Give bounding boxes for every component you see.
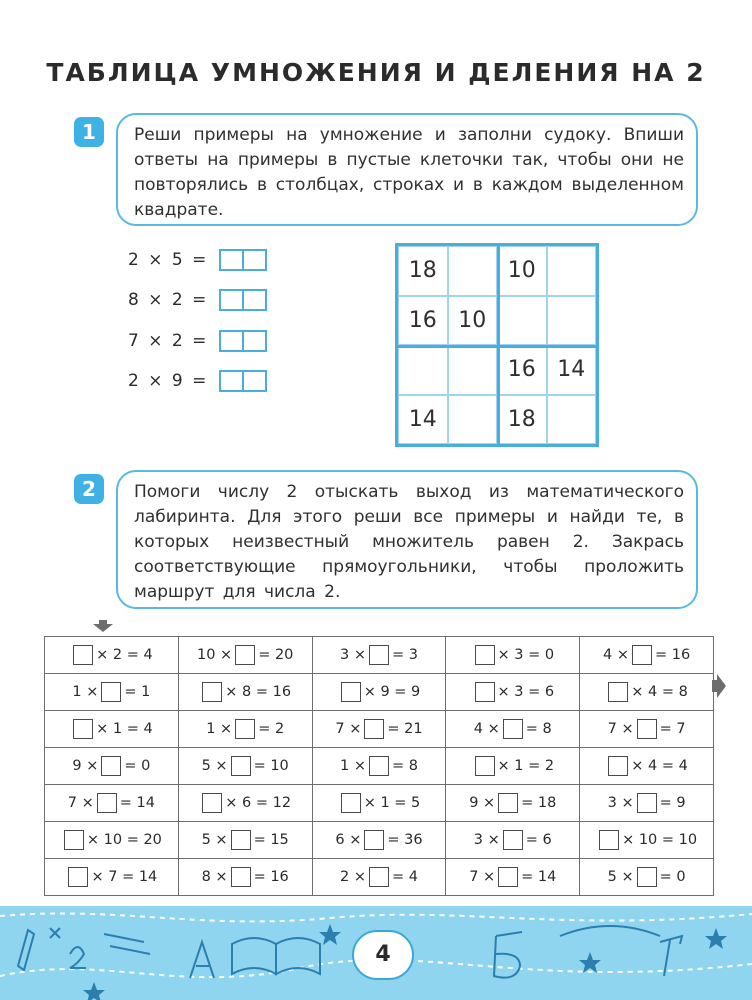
maze-cell-suffix: = 21	[387, 721, 423, 737]
unknown-factor-box[interactable]	[475, 645, 495, 665]
maze-cell[interactable]	[446, 822, 580, 859]
sudoku-cell[interactable]: 10	[448, 296, 498, 346]
maze-cell-suffix: × 7 = 14	[91, 869, 158, 885]
maze-cell-suffix: = 16	[253, 869, 289, 885]
unknown-factor-box[interactable]	[101, 756, 121, 776]
math-maze-table	[44, 636, 714, 896]
maze-row	[45, 822, 714, 859]
unknown-factor-box[interactable]	[475, 756, 495, 776]
maze-cell-suffix: = 2	[258, 721, 285, 737]
maze-cell-prefix: 2 ×	[340, 869, 366, 885]
maze-cell-prefix: 7 ×	[469, 869, 496, 885]
maze-cell[interactable]	[580, 822, 714, 859]
task-2-number-badge: 2	[74, 474, 104, 504]
maze-cell-suffix: × 10 = 10	[622, 832, 698, 848]
maze-cell-suffix: × 2 = 4	[96, 647, 153, 663]
unknown-factor-box[interactable]	[68, 867, 88, 887]
maze-cell-suffix: = 36	[387, 832, 423, 848]
task-2-instructions: Помоги числу 2 отыскать выход из математического лабиринта. Для этого реши все примеры и найди те, в которых неизвестный множитель равен 2. Закрась соответствующие прямоугольники, чтобы проложить маршрут для числа 2.	[116, 470, 698, 609]
answer-box-2[interactable]	[219, 289, 267, 311]
unknown-factor-box[interactable]	[475, 682, 495, 702]
unknown-factor-box[interactable]	[637, 719, 657, 739]
maze-exit-arrow-icon	[712, 671, 726, 701]
maze-cell-suffix: × 9 = 9	[363, 684, 421, 700]
example-expression: 2 × 5 =	[128, 250, 207, 270]
maze-cell[interactable]	[312, 637, 446, 674]
maze-cell[interactable]	[45, 859, 179, 896]
unknown-factor-box[interactable]	[369, 867, 389, 887]
maze-cell-suffix: = 8	[525, 721, 552, 737]
unknown-factor-box[interactable]	[608, 756, 628, 776]
maze-cell[interactable]	[580, 674, 714, 711]
maze-cell-suffix: = 1	[124, 684, 151, 700]
maze-cell-prefix: 4 ×	[473, 721, 500, 737]
maze-cell-suffix: × 4 = 8	[631, 684, 688, 700]
unknown-factor-box[interactable]	[637, 793, 657, 813]
unknown-factor-box[interactable]	[341, 793, 361, 813]
maze-cell[interactable]	[45, 637, 179, 674]
maze-entrance-arrow-icon	[93, 620, 113, 632]
unknown-factor-box[interactable]	[498, 867, 518, 887]
maze-cell-suffix: × 1 = 4	[96, 721, 153, 737]
maze-cell[interactable]	[312, 785, 446, 822]
maze-row	[45, 785, 714, 822]
maze-cell-prefix: 4 ×	[602, 647, 629, 663]
unknown-factor-box[interactable]	[503, 719, 523, 739]
sudoku-cell[interactable]	[547, 296, 597, 346]
unknown-factor-box[interactable]	[637, 867, 657, 887]
maze-cell[interactable]	[178, 859, 312, 896]
maze-cell[interactable]	[178, 711, 312, 748]
maze-cell[interactable]	[446, 785, 580, 822]
example-3	[128, 329, 218, 353]
maze-cell-suffix: × 3 = 0	[497, 647, 555, 663]
maze-cell[interactable]	[178, 785, 312, 822]
example-2	[128, 288, 218, 312]
unknown-factor-box[interactable]	[202, 793, 222, 813]
maze-row	[45, 859, 714, 896]
unknown-factor-box[interactable]	[235, 645, 255, 665]
maze-cell-prefix: 3 ×	[340, 647, 366, 663]
unknown-factor-box[interactable]	[341, 682, 361, 702]
maze-cell-suffix: = 0	[124, 758, 151, 774]
page-title: ТАБЛИЦА УМНОЖЕНИЯ И ДЕЛЕНИЯ НА 2	[46, 58, 706, 87]
maze-cell-prefix: 5 ×	[201, 832, 228, 848]
maze-cell-prefix: 9 ×	[72, 758, 99, 774]
maze-cell-prefix: 6 ×	[335, 832, 362, 848]
sudoku-grid	[395, 243, 599, 447]
maze-cell-suffix: = 9	[659, 795, 686, 811]
maze-row	[45, 748, 714, 785]
maze-cell[interactable]	[45, 748, 179, 785]
unknown-factor-box[interactable]	[202, 682, 222, 702]
maze-cell[interactable]	[312, 822, 446, 859]
maze-cell-suffix: = 7	[659, 721, 686, 737]
maze-cell-prefix: 3 ×	[607, 795, 634, 811]
unknown-factor-box[interactable]	[97, 793, 117, 813]
maze-cell-suffix: = 0	[659, 869, 686, 885]
maze-cell[interactable]	[312, 711, 446, 748]
sudoku-block-divider	[398, 345, 596, 348]
unknown-factor-box[interactable]	[498, 793, 518, 813]
maze-cell[interactable]	[580, 748, 714, 785]
unknown-factor-box[interactable]	[369, 645, 389, 665]
sudoku-cell[interactable]	[448, 345, 498, 395]
maze-cell-suffix: = 14	[521, 869, 557, 885]
maze-cell[interactable]	[580, 711, 714, 748]
unknown-factor-box[interactable]	[608, 682, 628, 702]
example-expression: 7 × 2 =	[128, 331, 207, 351]
sudoku-cell[interactable]	[547, 395, 597, 445]
sudoku-cell[interactable]: 16	[398, 296, 448, 346]
maze-cell-prefix: 7 ×	[335, 721, 362, 737]
maze-row	[45, 674, 714, 711]
maze-cell[interactable]	[178, 674, 312, 711]
unknown-factor-box[interactable]	[503, 830, 523, 850]
maze-cell-suffix: = 15	[253, 832, 289, 848]
maze-cell-prefix: 1 ×	[206, 721, 233, 737]
maze-cell[interactable]	[312, 748, 446, 785]
maze-cell-suffix: = 16	[654, 647, 691, 663]
sudoku-cell[interactable]	[448, 246, 498, 296]
maze-cell-prefix: 8 ×	[201, 869, 228, 885]
unknown-factor-box[interactable]	[364, 719, 384, 739]
answer-box-1[interactable]	[219, 249, 267, 271]
sudoku-cell[interactable]: 14	[398, 395, 448, 445]
maze-cell-prefix: 7 ×	[67, 795, 94, 811]
unknown-factor-box[interactable]	[231, 867, 251, 887]
unknown-factor-box[interactable]	[599, 830, 619, 850]
maze-cell[interactable]	[45, 711, 179, 748]
unknown-factor-box[interactable]	[231, 830, 251, 850]
unknown-factor-box[interactable]	[632, 645, 652, 665]
maze-cell-suffix: × 8 = 16	[225, 684, 292, 700]
maze-cell-suffix: = 4	[391, 869, 418, 885]
unknown-factor-box[interactable]	[231, 756, 251, 776]
maze-cell[interactable]	[446, 711, 580, 748]
maze-cell-prefix: 10 ×	[196, 647, 233, 663]
maze-cell-suffix: × 6 = 12	[225, 795, 292, 811]
maze-cell[interactable]	[446, 674, 580, 711]
maze-row	[45, 637, 714, 674]
maze-cell-prefix: 7 ×	[607, 721, 634, 737]
maze-cell-suffix: × 10 = 20	[86, 832, 162, 848]
maze-cell[interactable]	[45, 674, 179, 711]
maze-cell-suffix: = 14	[119, 795, 155, 811]
maze-cell[interactable]	[45, 785, 179, 822]
sudoku-cell[interactable]: 14	[547, 345, 597, 395]
maze-cell-prefix: 5 ×	[607, 869, 634, 885]
maze-cell[interactable]	[580, 785, 714, 822]
maze-cell[interactable]	[45, 822, 179, 859]
maze-cell-prefix: 1 ×	[72, 684, 99, 700]
maze-cell[interactable]	[446, 859, 580, 896]
sudoku-cell[interactable]	[547, 246, 597, 296]
maze-cell[interactable]	[446, 748, 580, 785]
sudoku-cell[interactable]	[448, 395, 498, 445]
maze-cell[interactable]	[580, 637, 714, 674]
maze-cell-suffix: × 1 = 2	[497, 758, 555, 774]
maze-cell-suffix: = 10	[253, 758, 289, 774]
sudoku-cell[interactable]	[398, 345, 448, 395]
maze-cell[interactable]	[178, 822, 312, 859]
unknown-factor-box[interactable]	[364, 830, 384, 850]
maze-cell-suffix: = 20	[258, 647, 294, 663]
unknown-factor-box[interactable]	[101, 682, 121, 702]
maze-cell-suffix: = 3	[391, 647, 418, 663]
example-expression: 8 × 2 =	[128, 290, 207, 310]
unknown-factor-box[interactable]	[64, 830, 84, 850]
unknown-factor-box[interactable]	[235, 719, 255, 739]
maze-cell[interactable]	[580, 859, 714, 896]
maze-cell[interactable]	[312, 859, 446, 896]
maze-cell-prefix: 5 ×	[201, 758, 228, 774]
unknown-factor-box[interactable]	[73, 645, 93, 665]
sudoku-cell[interactable]: 18	[398, 246, 448, 296]
page-number: 4	[352, 930, 414, 980]
maze-row	[45, 711, 714, 748]
task-1-number-badge: 1	[74, 117, 104, 147]
sudoku-cell[interactable]: 18	[497, 395, 547, 445]
sudoku-cell[interactable]: 16	[497, 345, 547, 395]
example-1	[128, 248, 218, 272]
sudoku-cell[interactable]	[497, 296, 547, 346]
maze-cell-suffix: × 3 = 6	[497, 684, 555, 700]
unknown-factor-box[interactable]	[73, 719, 93, 739]
task-1-instructions: Реши примеры на умножение и заполни судоку. Впиши ответы на примеры в пустые клеточки так, чтобы они не повторялись в столбцах, строках и в каждом выделенном квадрате.	[116, 113, 698, 226]
maze-cell-prefix: 9 ×	[469, 795, 496, 811]
answer-box-4[interactable]	[219, 370, 267, 392]
maze-cell-prefix: 3 ×	[473, 832, 500, 848]
answer-box-3[interactable]	[219, 330, 267, 352]
example-expression: 2 × 9 =	[128, 371, 207, 391]
maze-cell[interactable]	[312, 674, 446, 711]
maze-cell[interactable]	[178, 748, 312, 785]
maze-cell-suffix: = 8	[391, 758, 418, 774]
maze-cell[interactable]	[178, 637, 312, 674]
maze-cell-suffix: = 18	[521, 795, 557, 811]
maze-cell-prefix: 1 ×	[340, 758, 366, 774]
maze-cell-suffix: × 1 = 5	[363, 795, 421, 811]
maze-cell-suffix: = 6	[525, 832, 552, 848]
sudoku-cell[interactable]: 10	[497, 246, 547, 296]
example-4	[128, 369, 218, 393]
maze-cell-suffix: × 4 = 4	[631, 758, 688, 774]
maze-cell[interactable]	[446, 637, 580, 674]
unknown-factor-box[interactable]	[369, 756, 389, 776]
